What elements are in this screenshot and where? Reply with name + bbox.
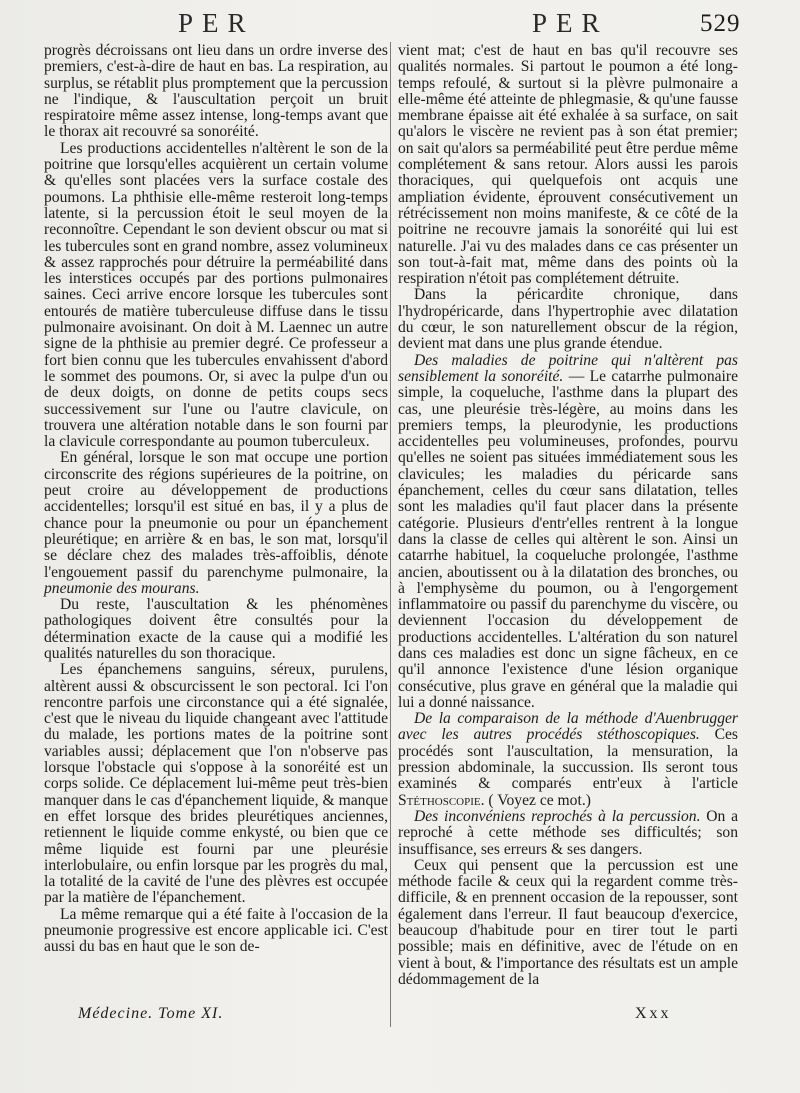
paragraph: Les épanchemens sanguins, séreux, purulens, altèrent aussi & obscurcissent le son pectoral. Ici l'on rencontre parfois une circonstance qui a été signalée, c'est que le niveau du liquide changeant avec l'attitude du malade, les portions mates de la poitrine sont variables aussi; déplacement que l'on n'observe pas lorsque l'obstacle qui s'oppose à la sonoréité est un corps solide. Ce déplacement lui-même peut très-bien manquer dans le cas d'épanchement liquide, & manque en effet lorsque des brides pleurétiques anciennes, retiennent le liquide comme enkysté, ou bien que ce même liquide est fourni par une pleurésie interlobulaire, ou enfin lorsque par les progrès du mal, la totalité de la cavité de l'une des plèvres est occupée par la matière de l'épanchement. xyxy=(44,661,388,907)
section-heading: De la comparaison de la méthode d'Auenbrugger avec les autres procédés stéthoscopiques. xyxy=(398,710,738,744)
paragraph: progrès décroissans ont lieu dans un ordre inverse des premiers, c'est-à-dire de haut en bas. La respiration, au surplus, se rétablit plus promptement que la percussion ne l'indique, & l'auscultation perçoit un bruit respiratoire même assez intense, long-temps avant que le thorax ait recouvré sa sonoréité. xyxy=(44,42,388,141)
left-column xyxy=(44,43,388,956)
paragraph: Du reste, l'auscultation & les phénomènes pathologiques doivent être consultés pour la détermination exacte de la cause qui a modifié les qualités naturelles du son thoracique. xyxy=(44,596,388,662)
paragraph xyxy=(398,809,738,858)
cross-reference: Stéthoscopie. xyxy=(398,791,485,809)
italic-term: pneumonie des mourans. xyxy=(44,579,200,597)
running-head-left: PER xyxy=(178,8,255,38)
running-head-right: PER xyxy=(532,8,609,38)
paragraph: Ceux qui pensent que la percussion est une méthode facile & ceux qui la regardent comme très-difficile, & en prennent occasion de la repousser, sont également dans l'erreur. Il faut beaucoup d'exercice, beaucoup d'habitude pour en tirer tout le parti possible; mais en définitive, avec de l'étude on en vient à bout, & l'importance des résultats est un ample dédommagement de la xyxy=(398,856,738,988)
paragraph: Dans la péricardite chronique, dans l'hydropéricarde, dans l'hypertrophie avec dilatation du cœur, le son naturellement obscur de la région, devient mat dans une plus grande étendue. xyxy=(398,286,738,353)
signature-mark: Xxx xyxy=(635,1005,672,1022)
section-heading: Des maladies de poitrine qui n'altèrent pas sensiblement la sonoréité. xyxy=(398,351,738,385)
signature-line: Médecine. Tome XI. xyxy=(78,1005,224,1022)
right-column xyxy=(398,43,738,988)
column-divider xyxy=(390,42,391,1027)
paragraph: vient mat; c'est de haut en bas qu'il recouvre ses qualités normales. Si partout le poumon a été long-temps refoulé, & surtout si la plèvre pulmonaire a elle-même été atteinte de phlegmasie, & qu'une fausse membrane épaisse ait été exhalée à sa surface, on sait qu'alors le viscère ne revient pas à son état premier; on sait qu'alors sa perméabilité peut être perdue même complétement & sans retour. Alors aussi les parois thoraciques, qui quelquefois ont acquis une ampliation évidente, éprouvent consécutivement un rétrécissement non moins manifeste, & ce côté de la poitrine ne recouvre jamais la sonoréité qui lui est naturelle. J'ai vu des malades dans ce cas présenter un son tout-à-fait mat, même dans des points où la respiration n'étoit pas complétement détruite. xyxy=(398,42,738,288)
paragraph xyxy=(398,711,738,809)
paragraph-text: Ces procédés sont l'auscultation, la mensuration, la pression abdominale, la succussion. Ils seront tous examinés & comparés entr'eux à l'article xyxy=(398,726,738,793)
paragraph: La même remarque qui a été faite à l'occasion de la pneumonie progressive est encore applicable ici. C'est aussi du bas en haut que le son de- xyxy=(44,905,388,956)
paragraph-text: ( Voyez ce mot.) xyxy=(488,791,591,809)
paragraph xyxy=(44,450,388,597)
page-number: 529 xyxy=(700,10,741,37)
paragraph-text: On a reproché à cette méthode ses difficultés; son insuffisance, ses erreurs & ses dangers. xyxy=(398,807,738,858)
paragraph xyxy=(398,353,738,712)
paragraph: Les productions accidentelles n'altèrent le son de la poitrine que lorsqu'elles acquièrent un certain volume & qu'elles sont placées vers la surface costale des poumons. La phthisie elle-même resteroit long-temps latente, si la percussion étoit le seul moyen de la reconnoître. Cependant le son devient obscur ou mat si les tubercules sont en grand nombre, assez volumineux & assez rapprochés pour détruire la perméabilité dans les interstices occupés par des portions pulmonaires saines. Ceci arrive encore lorsque les tubercules sont entourés de matière tuberculeuse diffuse dans le tissu pulmonaire avoisinant. On doit à M. Laennec un autre signe de la phthisie au premier degré. Ce professeur a fort bien connu que les tubercules envahissent d'abord le sommet des poumons. Or, si avec la pulpe d'un ou de deux doigts, on donne de petits coups secs successivement sur l'une ou l'autre clavicule, on trouvera une altération notable dans le son fourni par la clavicule correspondante au poumon tuberculeux. xyxy=(44,139,388,451)
paragraph-text: — Le catarrhe pulmonaire simple, la coqueluche, l'asthme dans la plupart des cas, une pleurésie très-légère, au moins dans les premiers temps, la pleurodynie, les productions accidentelles peu volumineuses, profondes, pourvu qu'elles ne soient pas situées immédiatement sous les clavicules; les maladies du péricarde sans épanchement, celles du cœur sans dilatation, telles sont les maladies qu'il faut placer dans la présente catégorie. Plusieurs d'entr'elles rentrent à la longue dans la classe de celles qui altèrent le son. Ainsi un catarrhe habituel, la coqueluche prolongée, l'asthme ancien, aboutissent ou à la dilatation des bronches, ou à l'emphysème du poumon, ou à l'engorgement inflammatoire ou passif du parenchyme du viscère, ou deviennent l'occasion du développement de productions accidentelles. L'altération du son naturel dans ces maladies est donc un signe fâcheux, en ce qu'il annonce l'existence d'une lésion organique consécutive, plus grave en général que la maladie qui lui a donné naissance. xyxy=(398,367,738,711)
paragraph-text: En général, lorsque le son mat occupe une portion circonscrite des régions supérieures de la poitrine, on peut croire au développement de productions accidentelles; lorsqu'il est situé en bas, il y a plus de chance pour la pneumonie ou pour un épanchement pleurétique; en arrière & en bas, le son mat, lorsqu'il se déclare chez des malades très-affoiblis, dénote l'engouement passif du parenchyme pulmonaire, la xyxy=(44,449,388,581)
section-heading: Des inconvéniens reprochés à la percussion. xyxy=(414,807,701,825)
